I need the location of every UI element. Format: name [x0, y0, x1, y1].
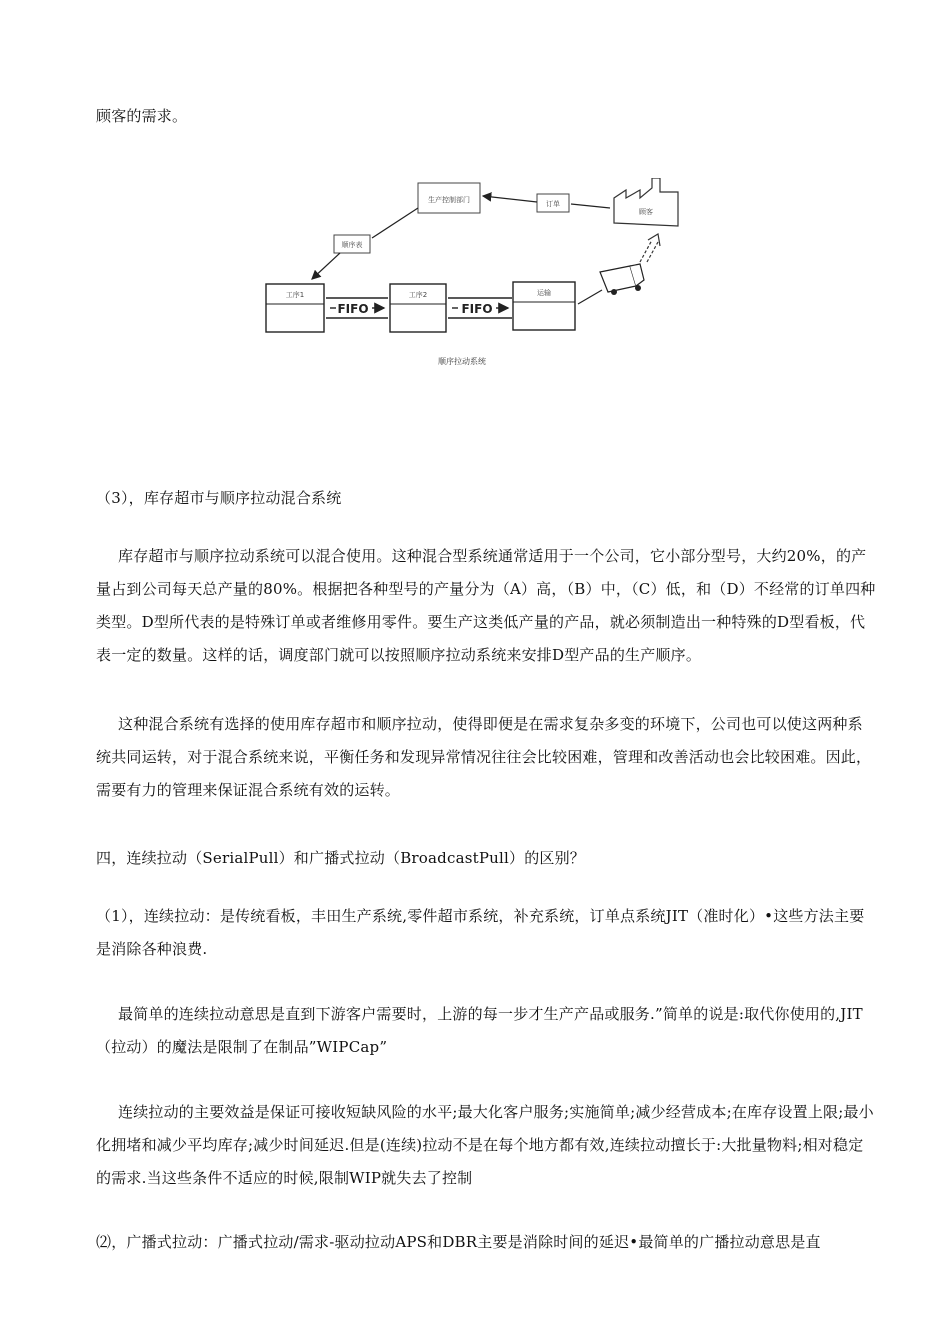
figure-caption: 顺序拉动系统	[438, 357, 486, 366]
item-broadcast-pull: ⑵，广播式拉动：广播式拉动/需求-驱动拉动APS和DBR主要是消除时间的延迟•最简单的广播拉动意思是直	[96, 1233, 821, 1251]
customer-factory-icon	[614, 178, 678, 226]
diagram-svg	[250, 178, 710, 378]
paragraph-mixed-selection: 这种混合系统有选择的使用库存超市和顺序拉动，使得即便是在需求复杂多变的环境下，公司也可以使这两种系统共同运转，对于混合系统来说，平衡任务和发现异常情况往往会比较困难，管理和改善活动也会比较困难。因此，需要有力的管理来保证混合系统有效的运转。	[96, 715, 872, 799]
fifo1-label: FIFO	[337, 302, 369, 316]
top-line: 顾客的需求。	[96, 107, 188, 125]
order-label: 订单	[546, 200, 560, 208]
heading-serial-vs-broadcast: 四，连续拉动（SerialPull）和广播式拉动（BroadcastPull）的区别？	[96, 849, 585, 867]
shipping-label: 运输	[537, 289, 551, 297]
truck-icon	[600, 266, 636, 292]
section3-heading: （3），库存超市与顺序拉动混合系统	[96, 489, 342, 507]
sequential-pull-diagram	[250, 178, 710, 378]
sequence-label: 顺序表	[341, 241, 363, 249]
production-control-label: 生产控制部门	[428, 196, 470, 204]
paragraph-serial-definition: 最简单的连续拉动意思是直到下游客户需要时，上游的每一步才生产产品或服务.”简单的说是:取代你使用的,JIT（拉动）的魔法是限制了在制品”WIPCap”	[96, 1005, 863, 1056]
paragraph-serial-benefits: 连续拉动的主要效益是保证可接收短缺风险的水平;最大化客户服务;实施简单;减少经营成本;在库存设置上限;最小化拥堵和减少平均库存;减少时间延迟.但是(连续)拉动不是在每个地方都有效,连续拉动擅长于:大批量物料;相对稳定的需求.当这些条件不适应的时候,限制WIP就失去了控制	[96, 1103, 874, 1187]
paragraph-mixed-system: 库存超市与顺序拉动系统可以混合使用。这种混合型系统通常适用于一个公司，它小部分型号，大约20%，的产量占到公司每天总产量的80%。根据把各种型号的产量分为（A）高，（B）中，（C）低，和（D）不经常的订单四种类型。D型所代表的是特殊订单或者维修用零件。要生产这类低产量的产品，就必须制造出一种特殊的D型看板，代表一定的数量。这样的话，调度部门就可以按照顺序拉动系统来安排D型产品的生产顺序。	[96, 547, 876, 664]
fifo2-label: FIFO	[461, 302, 493, 316]
item-serial-pull: （1），连续拉动：是传统看板，丰田生产系统,零件超市系统，补充系统，订单点系统JIT（准时化）•这些方法主要是消除各种浪费.	[96, 907, 865, 958]
process2-label: 工序2	[408, 291, 428, 299]
process1-label: 工序1	[285, 291, 305, 299]
customer-label: 顾客	[639, 208, 653, 216]
